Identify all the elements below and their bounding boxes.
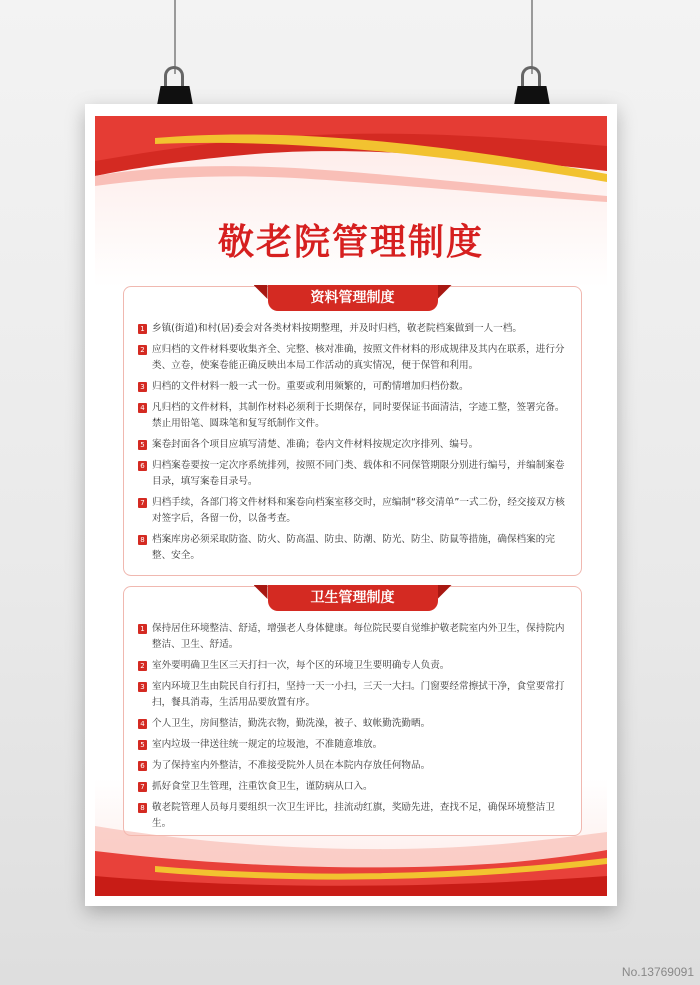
item-text: 室内垃圾一律送往统一规定的垃圾池，不准随意堆放。 [152,739,383,750]
item-text: 为了保持室内外整洁，不准接受院外人员在本院内存放任何物品。 [152,760,431,771]
item-text: 归档的文件材料一般一式一份。重要或利用频繁的，可酌情增加归档份数。 [152,381,469,392]
item-number-badge: 4 [138,403,147,413]
item-text: 归档案卷要按一定次序系统排列，按照不同门类、载体和不同保管期限分别进行编号，并编制案卷目录，填写案卷目录号。 [152,460,565,487]
section-header: 卫生管理制度 [268,585,438,611]
top-wave-decoration [95,116,607,226]
hanging-wire-left [174,0,176,74]
list-item [138,658,569,674]
item-text: 凡归档的文件材料，其制作材料必须利于长期保存，同时要保证书面清洁，字迹工整，签署完备。禁止用铅笔、圆珠笔和复写纸制作文件。 [152,402,565,429]
list-item [138,779,569,795]
item-number-badge: 8 [138,535,147,545]
item-number-badge: 7 [138,782,147,792]
item-number-badge: 2 [138,661,147,671]
list-item [138,437,569,453]
list-item [138,716,569,732]
list-item [138,400,569,432]
item-number-badge: 7 [138,498,147,508]
item-number-badge: 1 [138,624,147,634]
item-text: 敬老院管理人员每月要组织一次卫生评比，挂流动红旗，奖励先进，查找不足，确保环境整洁卫生。 [152,802,555,829]
rules-list [138,621,569,837]
item-text: 室内环境卫生由院民自行打扫，坚持一天一小扫，三天一大扫。门窗要经常擦拭干净，食堂要常打扫，餐具消毒，生活用品要放置有序。 [152,681,565,708]
item-text: 档案库房必须采取防盗、防火、防高温、防虫、防潮、防光、防尘、防鼠等措施，确保档案的完整、安全。 [152,534,555,561]
item-text: 保持居住环境整洁、舒适，增强老人身体健康。每位院民要自觉维护敬老院室内外卫生，保持院内整洁、卫生、舒适。 [152,623,565,650]
list-item [138,379,569,395]
list-item [138,321,569,337]
rules-list [138,321,569,569]
list-item [138,621,569,653]
item-text: 抓好食堂卫生管理，注重饮食卫生，谨防病从口入。 [152,781,373,792]
item-number-badge: 4 [138,719,147,729]
item-number-badge: 5 [138,740,147,750]
list-item [138,532,569,564]
page-title: 敬老院管理制度 [217,222,484,263]
item-text: 个人卫生，房间整洁，勤洗衣物，勤洗澡，被子、蚊帐勤洗勤晒。 [152,718,431,729]
item-text: 室外要明确卫生区三天打扫一次，每个区的环境卫生要明确专人负责。 [152,660,450,671]
list-item [138,737,569,753]
item-number-badge: 6 [138,461,147,471]
poster [85,104,617,906]
poster-inner [95,116,607,896]
list-item [138,458,569,490]
item-number-badge: 5 [138,440,147,450]
item-text: 应归档的文件材料要收集齐全、完整、核对准确，按照文件材料的形成规律及其内在联系，进行分类、立卷，使案卷能正确反映出本局工作活动的真实情况，便于保管和利用。 [152,344,565,371]
hanging-wire-right [531,0,533,74]
list-item [138,758,569,774]
list-item [138,342,569,374]
watermark-id: No.13769091 [621,965,694,979]
item-number-badge: 1 [138,324,147,334]
item-text: 归档手续，各部门将文件材料和案卷向档案室移交时，应编制“移交清单”一式二份，经交接双方核对签字后，各留一份，以备考查。 [152,497,565,524]
item-number-badge: 3 [138,382,147,392]
section-hygiene-management [123,586,582,836]
list-item [138,495,569,527]
item-number-badge: 6 [138,761,147,771]
list-item [138,679,569,711]
bottom-wave-decoration [95,806,607,896]
item-number-badge: 8 [138,803,147,813]
item-number-badge: 2 [138,345,147,355]
item-text: 案卷封面各个项目应填写清楚、准确；卷内文件材料按规定次序排列、编号。 [152,439,479,450]
item-number-badge: 3 [138,682,147,692]
section-header: 资料管理制度 [268,285,438,311]
section-records-management [123,286,582,576]
item-text: 乡镇(街道)和村(居)委会对各类材料按期整理，并及时归档，敬老院档案做到一人一档。 [152,323,522,334]
